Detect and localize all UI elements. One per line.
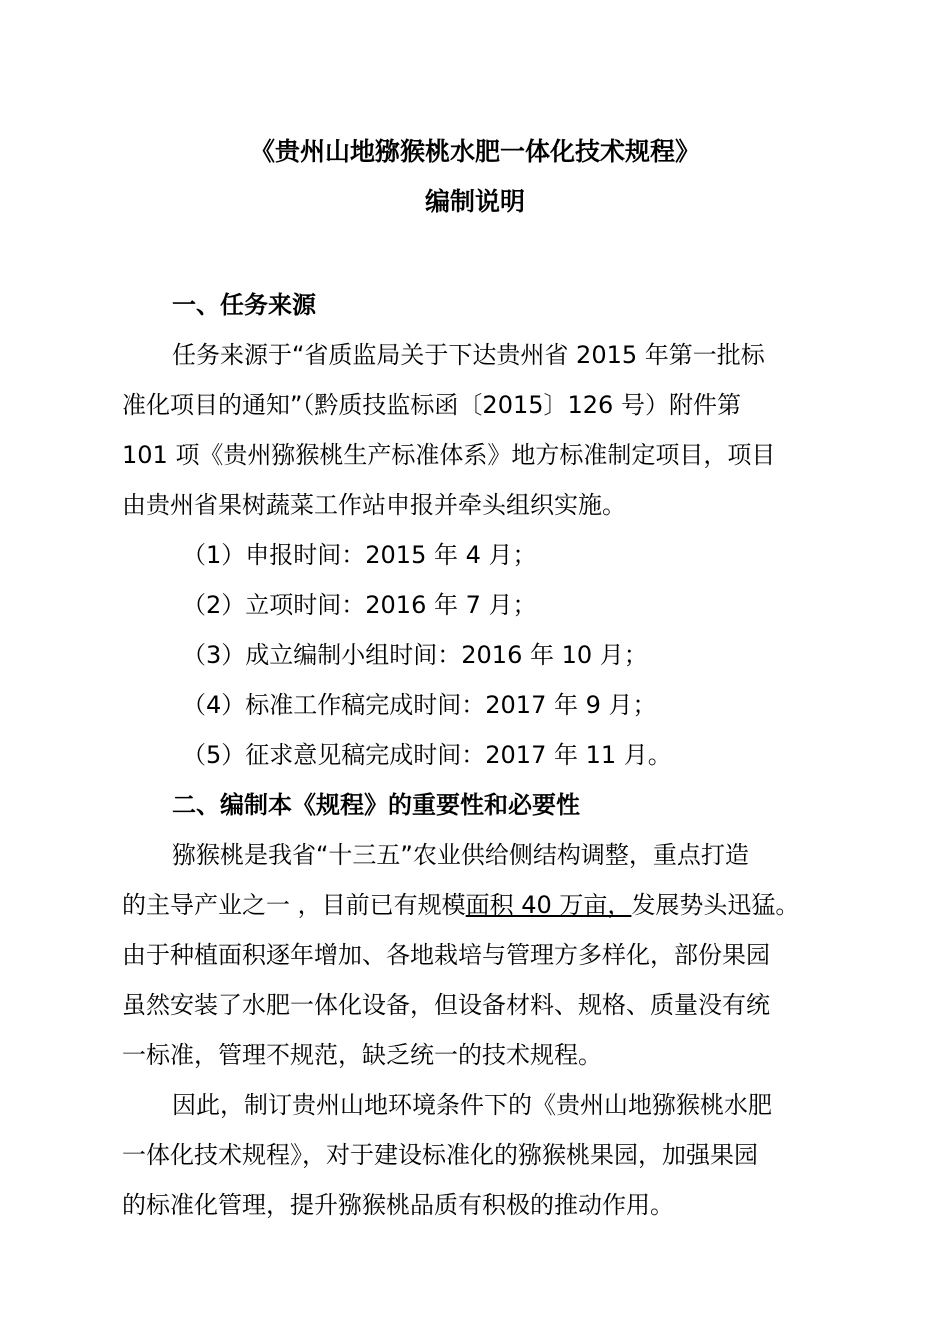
section-1-paragraph-line: 任务来源于“省质监局关于下达贵州省 2015 年第一批标 — [172, 341, 765, 369]
timeline-item-submission: （1）申报时间：2015 年 4 月； — [182, 541, 537, 569]
section-2-paragraph-line: 因此，制订贵州山地环境条件下的《贵州山地猕猴桃水肥 — [172, 1091, 772, 1119]
underlined-area-text: 面积 40 万亩， — [465, 891, 632, 919]
document-body — [122, 280, 834, 1230]
paragraph-text: 发展势头迅猛。 — [631, 891, 800, 919]
timeline-item-working-draft: （4）标准工作稿完成时间：2017 年 9 月； — [182, 691, 657, 719]
document-subtitle: 编制说明 — [424, 187, 525, 216]
section-2-paragraph-line: 猕猴桃是我省“十三五”农业供给侧结构调整，重点打造 — [172, 841, 749, 869]
section-2-heading: 二、编制本《规程》的重要性和必要性 — [172, 791, 580, 819]
section-2-paragraph-line: 虽然安装了水肥一体化设备，但设备材料、规格、质量没有统 — [122, 991, 770, 1019]
section-2-paragraph-line: 一标准，管理不规范，缺乏统一的技术规程。 — [122, 1041, 602, 1069]
section-1-paragraph-line: 由贵州省果树蔬菜工作站申报并牵头组织实施。 — [122, 491, 626, 519]
document-title: 《贵州山地猕猴桃水肥一体化技术规程》 — [249, 137, 700, 166]
timeline-item-team-formed: （3）成立编制小组时间：2016 年 10 月； — [182, 641, 648, 669]
timeline-item-consultation-draft: （5）征求意见稿完成时间：2017 年 11 月。 — [182, 741, 672, 769]
paragraph-text: 的主导产业之一 ，目前已有规模 — [122, 891, 466, 919]
section-2-paragraph-line: 由于种植面积逐年增加、各地栽培与管理方多样化，部份果园 — [122, 941, 770, 969]
section-2-paragraph-line — [122, 880, 834, 930]
section-1-paragraph-line: 准化项目的通知”（黔质技监标函〔2015〕126 号）附件第 — [122, 391, 741, 419]
section-2-paragraph-line: 一体化技术规程》，对于建设标准化的猕猴桃果园，加强果园 — [122, 1141, 758, 1169]
timeline-item-approval: （2）立项时间：2016 年 7 月； — [182, 591, 537, 619]
section-1-heading: 一、任务来源 — [172, 291, 316, 319]
section-1-paragraph-line: 101 项《贵州猕猴桃生产标准体系》地方标准制定项目，项目 — [122, 441, 776, 469]
section-2-paragraph-line: 的标准化管理，提升猕猴桃品质有积极的推动作用。 — [122, 1191, 674, 1219]
